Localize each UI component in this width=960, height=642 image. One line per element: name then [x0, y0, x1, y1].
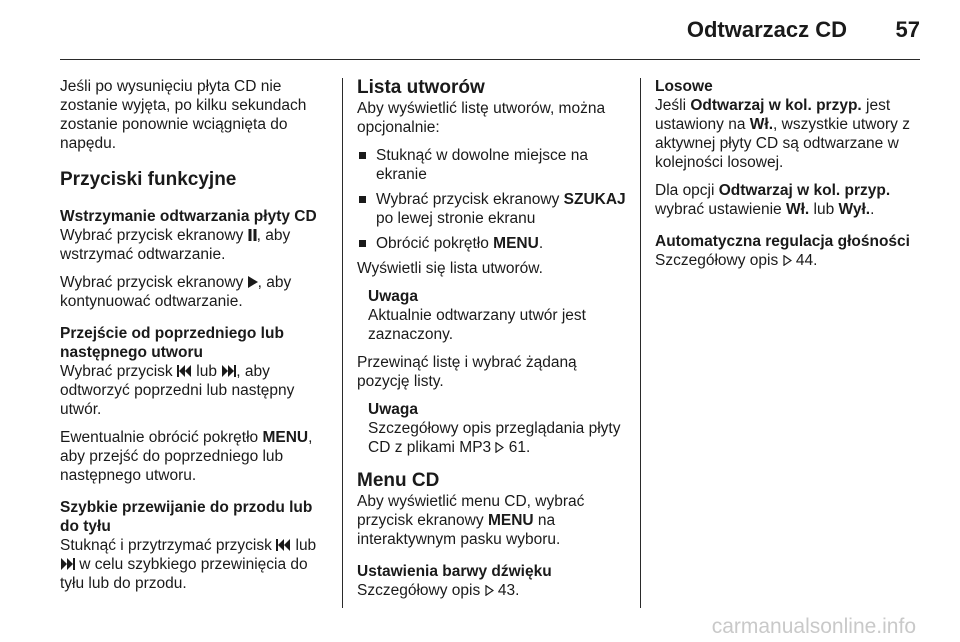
skip-forward-icon — [60, 558, 75, 570]
page-number: 57 — [895, 17, 920, 42]
subheading-skip: Przejście od poprzedniego lub następnego utworu — [60, 325, 284, 361]
list-item: Stuknąć w dowolne miejsce na ekranie — [357, 146, 627, 184]
paragraph-resume: Wybrać przycisk ekranowy , aby kontynuować odtwarzanie. — [60, 274, 292, 310]
column-left — [60, 77, 332, 602]
page-reference-icon — [485, 582, 494, 601]
note-text: Aktualnie odtwarzany utwór jest zaznaczony. — [368, 307, 586, 343]
note-mp3 — [368, 400, 627, 458]
subheading-auto-volume: Automatyczna regulacja głośności — [655, 233, 910, 250]
note-text: Szczegółowy opis przeglądania płyty CD z plikami MP3 61. — [368, 420, 621, 456]
column-divider-2 — [640, 78, 641, 608]
skip-forward-icon — [221, 365, 236, 377]
skip-back-icon — [177, 365, 192, 377]
subheading-tone-settings: Ustawienia barwy dźwięku — [357, 563, 552, 580]
section-heading-cd-menu: Menu CD — [357, 470, 440, 491]
skip-back-icon — [276, 539, 291, 551]
header-rule — [60, 59, 920, 60]
pause-icon — [248, 229, 257, 241]
column-divider-1 — [342, 78, 343, 608]
bullet-icon — [359, 152, 366, 159]
subheading-random: Losowe — [655, 78, 713, 95]
paragraph-auto-volume: Szczegółowy opis 44. — [655, 252, 818, 269]
subheading-pause: Wstrzymanie odtwarzania płyty CD — [60, 208, 317, 225]
bullet-icon — [359, 240, 366, 247]
subheading-fast-scan: Szybkie przewijanie do przodu lub do tyłu — [60, 499, 313, 535]
paragraph-skip: Wybrać przycisk lub , aby odtworzyć poprzedni lub następny utwór. — [60, 363, 295, 418]
paragraph-track-list-intro: Aby wyświetlić listę utworów, można opcjonalnie: — [357, 100, 606, 136]
section-heading-function-buttons: Przyciski funkcyjne — [60, 169, 237, 190]
section-heading-track-list: Lista utworów — [357, 77, 485, 98]
note-title: Uwaga — [368, 288, 418, 305]
intro-paragraph: Jeśli po wysunięciu płyta CD nie zostanie wyjęta, po kilku sekundach zostanie ponownie wciągnięta do napędu. — [60, 78, 307, 152]
paragraph-random-option: Dla opcji Odtwarzaj w kol. przyp. wybrać ustawienie Wł. lub Wył.. — [655, 182, 891, 218]
list-item: Wybrać przycisk ekranowy SZUKAJ po lewej stronie ekranu — [357, 190, 627, 228]
list-item: Obrócić pokrętło MENU. — [357, 234, 627, 253]
paragraph-tone-settings: Szczegółowy opis 43. — [357, 582, 520, 599]
paragraph-list-shown: Wyświetli się lista utworów. — [357, 260, 543, 277]
paragraph-pause: Wybrać przycisk ekranowy , aby wstrzymać odtwarzanie. — [60, 227, 291, 263]
paragraph-fast-scan: Stuknąć i przytrzymać przycisk lub w celu szybkiego przewinięcia do tyłu lub do przodu. — [60, 537, 317, 592]
paragraph-menu-knob: Ewentualnie obrócić pokrętło MENU, aby przejść do poprzedniego lub następnego utworu. — [60, 429, 313, 484]
bullet-icon — [359, 196, 366, 203]
paragraph-cd-menu: Aby wyświetlić menu CD, wybrać przycisk ekranowy MENU na interaktywnym pasku wyboru. — [357, 493, 585, 548]
page-header-title: Odtwarzacz CD — [686, 17, 847, 42]
note-title: Uwaga — [368, 401, 418, 418]
paragraph-random: Jeśli Odtwarzaj w kol. przyp. jest ustawiony na Wł., wszystkie utwory z aktywnej płyty CD są odtwarzane w kolejności losowej. — [655, 97, 910, 171]
column-middle — [357, 77, 627, 610]
watermark: carmanualsonline.info — [711, 615, 916, 638]
note-current-track — [368, 287, 627, 344]
column-right — [655, 77, 930, 280]
play-icon — [248, 276, 258, 288]
paragraph-scroll-list: Przewinąć listę i wybrać żądaną pozycję listy. — [357, 354, 577, 390]
page-reference-icon — [783, 252, 792, 271]
